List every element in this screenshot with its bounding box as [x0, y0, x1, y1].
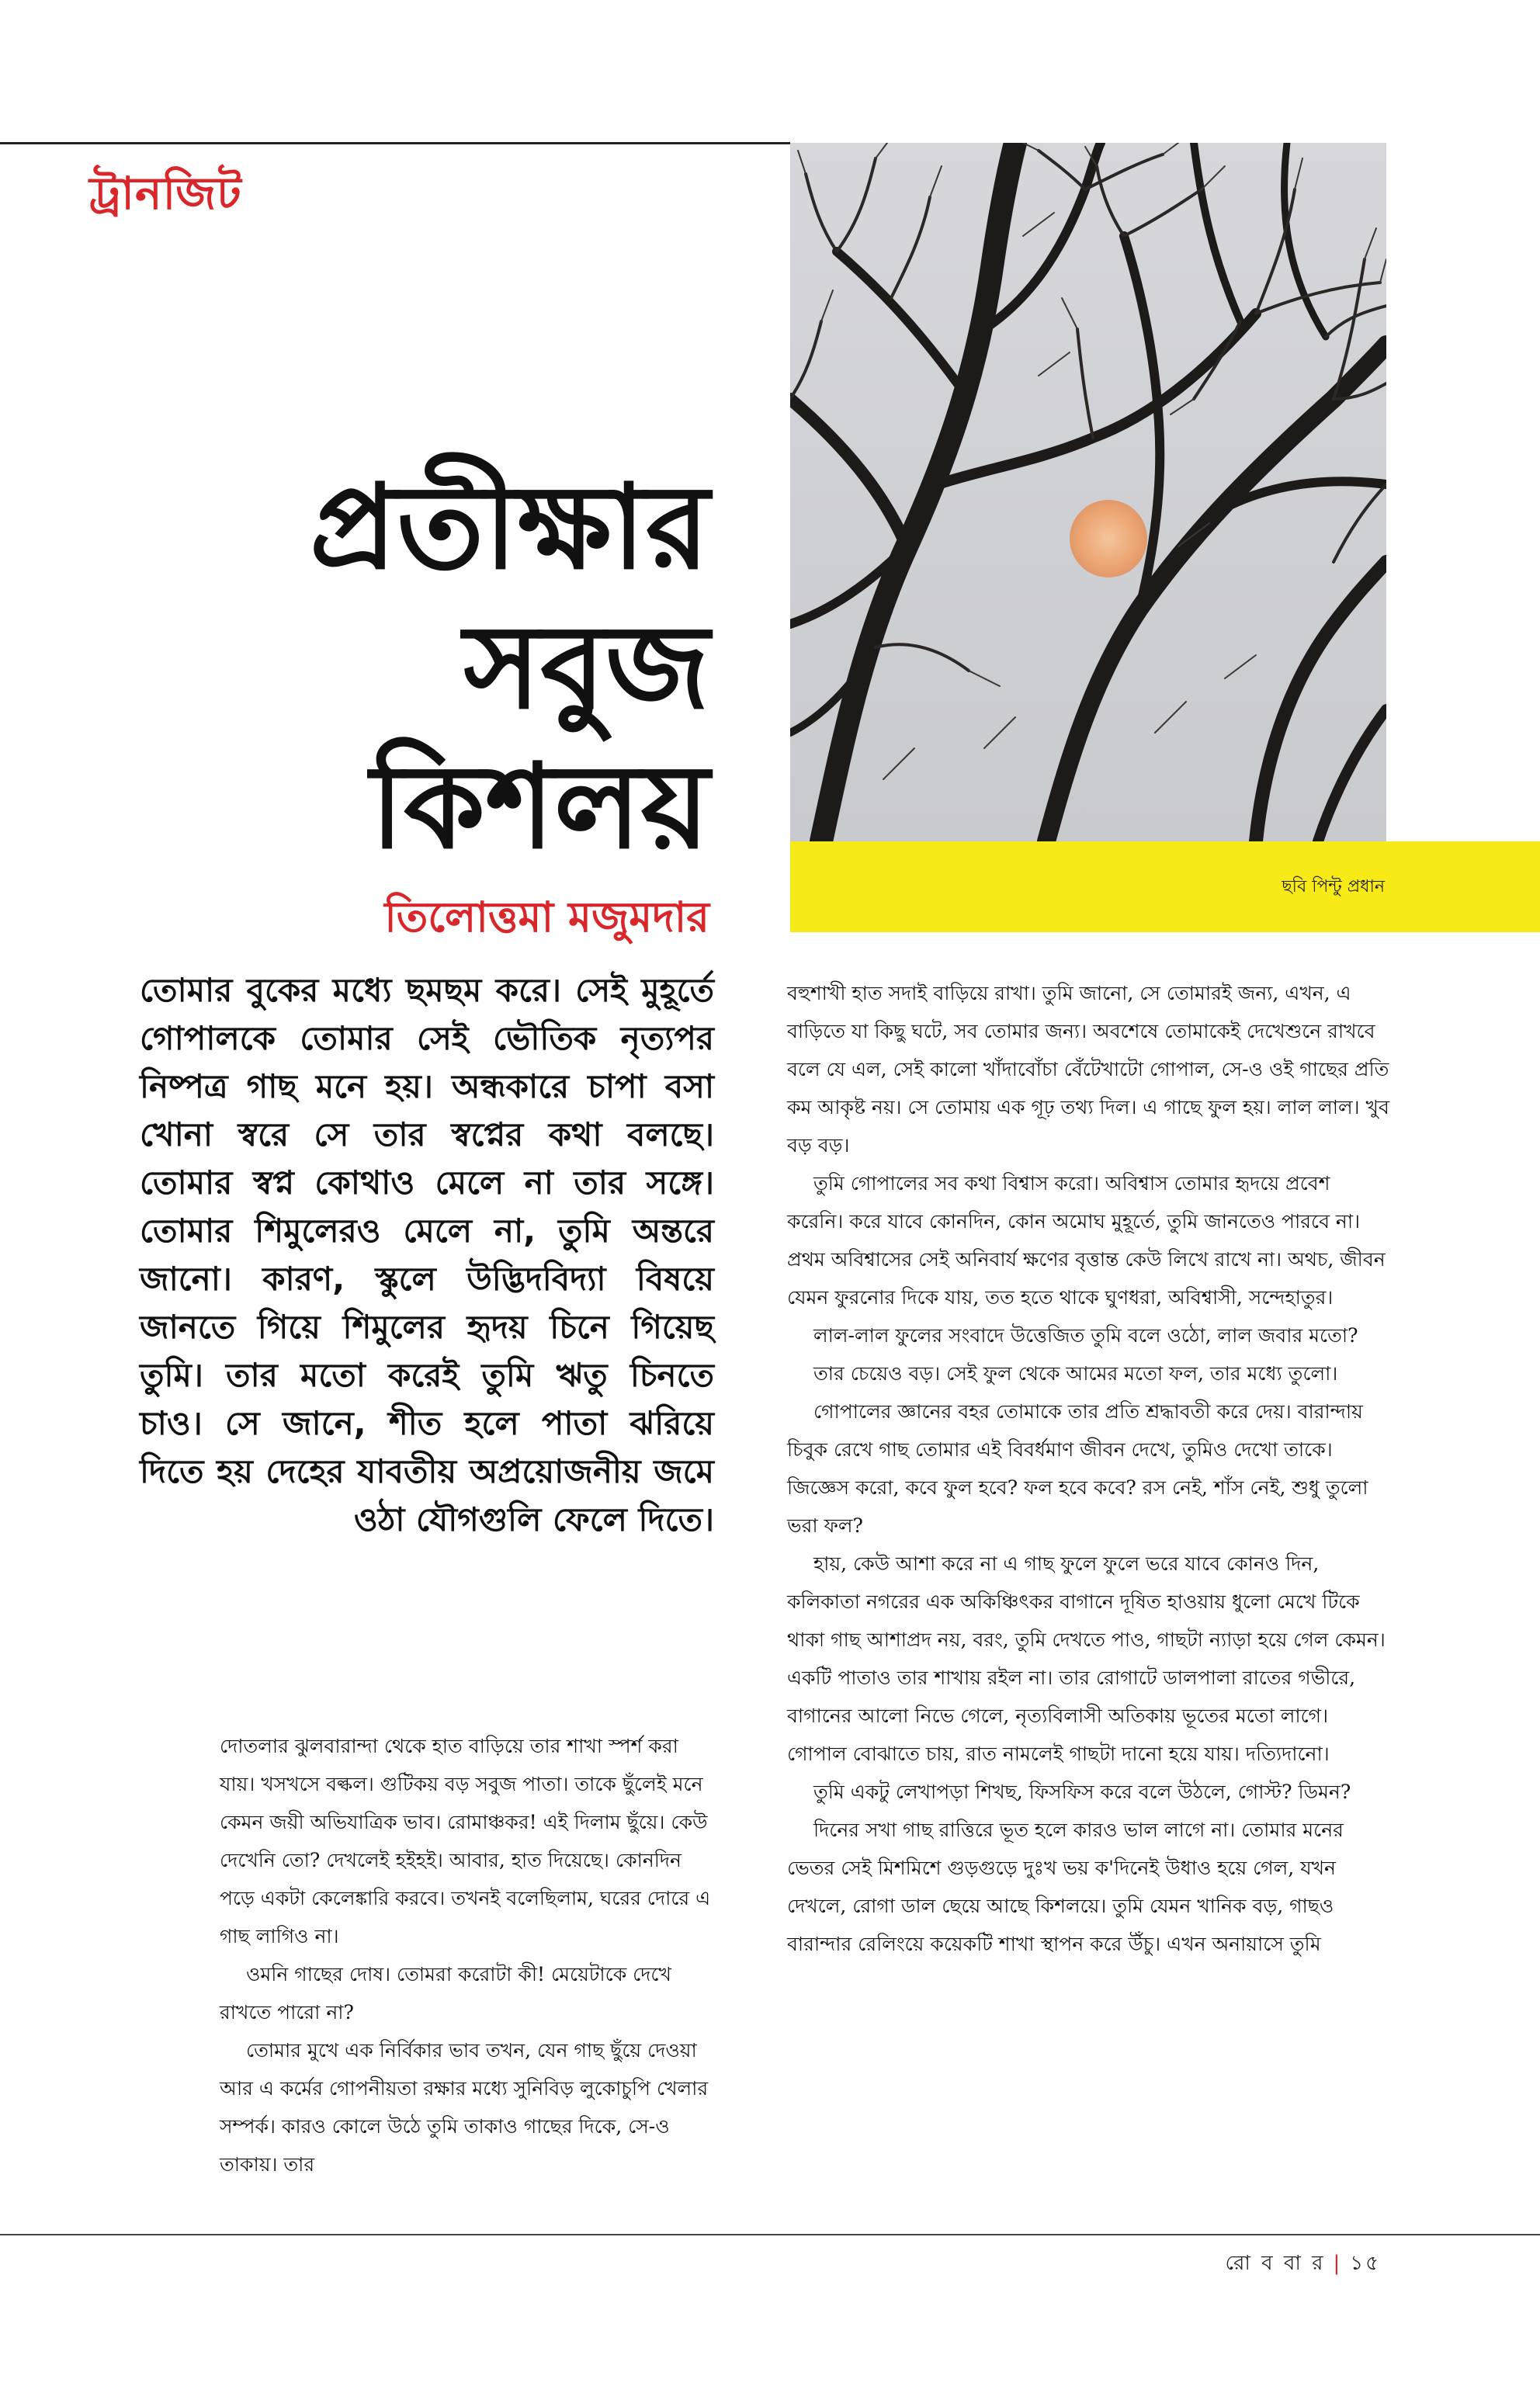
moon	[1070, 500, 1147, 577]
left-paragraph: ওমনি গাছের দোষ। তোমরা করোটা কী! মেয়েটাকে দেখে রাখতে পারো না?	[220, 1963, 671, 2024]
right-paragraph: তুমি গোপালের সব কথা বিশ্বাস করো। অবিশ্বাস তোমার হৃদয়ে প্রবেশ করেনি। করে যাবে কোনদিন, কোন অমোঘ মুহূর্তে, তুমি জানতেও পারবে না। প্রথম অবিশ্বাসের সেই অনিবার্য ক্ষণের বৃত্তান্ত কেউ লিখে রাখে না। অথচ, জীবন যেমন ফুরনোর দিকে যায়, তত হতে থাকে ঘুণধরা, অবিশ্বাসী, সন্দেহাতুর।	[787, 1172, 1386, 1309]
right-paragraph: লাল-লাল ফুলের সংবাদে উত্তেজিত তুমি বলে ওঠো, লাল জবার মতো?	[813, 1324, 1358, 1347]
right-paragraph: বহুশাখী হাত সদাই বাড়িয়ে রাখা। তুমি জানো, সে তোমারই জন্য, এখন, এ বাড়িতে যা কিছু ঘটে, সব তোমার জন্য। অবশেষে তোমাকেই দেখেশুনে রাখবে বলে যে এল, সেই কালো খাঁদাবোঁচা বেঁটেখাটো গোপাল, সে-ও ওই গাছের প্রতি কম আকৃষ্ট নয়। সে তোমায় এক গূঢ় তথ্য দিল। এ গাছে ফুল হয়। লাল লাল। খুব বড় বড়।	[787, 982, 1389, 1157]
section-label: ট্রানজিট	[89, 167, 242, 220]
left-paragraph: তোমার মুখে এক নির্বিকার ভাব তখন, যেন গাছ ছুঁয়ে দেওয়া আর এ কর্মের গোপনীয়তা রক্ষার মধ্যে সুনিবিড় লুকোচুপি খেলার সম্পর্ক। কারও কোলে উঠে তুমি তাকাও গাছের দিকে, সে-ও তাকায়। তার	[220, 2039, 709, 2176]
lede-text: তোমার বুকের মধ্যে ছমছম করে। সেই মুহূর্তে গোপালকে তোমার সেই ভৌতিক নৃত্যপর নিষ্পত্র গাছ মনে হয়। অন্ধকারে চাপা বসা খোনা স্বরে সে তার স্বপ্নের কথা বলছে। তোমার স্বপ্ন কোথাও মেলে না তার সঙ্গে। তোমার শিমুলেরও মেলে না, তুমি অন্তরে জানো। কারণ, স্কুলে উদ্ভিদবিদ্যা বিষয়ে জানতে গিয়ে শিমুলের হৃদয় চিনে গিয়েছ তুমি। তার মতো করেই তুমি ঋতু চিনতে চাও। সে জানে, শীত হলে পাতা ঝরিয়ে দিতে হয় দেহের যাবতীয় অপ্রয়োজনীয় জমে ওঠা যৌগগুলি ফেলে দিতে।	[140, 971, 714, 1538]
article-photo	[790, 143, 1386, 841]
author-byline: তিলোত্তমা মজুমদার	[384, 893, 709, 942]
photo-credit-bar	[790, 841, 1540, 932]
body-column-left	[220, 1727, 714, 2183]
right-paragraph: গোপালের জ্ঞানের বহর তোমাকে তার প্রতি শ্রদ্ধাবতী করে দেয়। বারান্দায় চিবুক রেখে গাছ তোমার এই বিবর্ধমাণ জীবন দেখে, তুমিও দেখো তাকে। জিজ্ঞেস করো, কবে ফুল হবে? ফল হবে কবে? রস নেই, শাঁস নেই, শুধু তুলো ভরা ফল?	[787, 1400, 1368, 1537]
right-paragraph: তুমি একটু লেখাপড়া শিখছ, ফিসফিস করে বলে উঠলে, গোস্ট? ডিমন?	[813, 1781, 1351, 1803]
bottom-rule	[0, 2234, 1540, 2235]
top-rule	[0, 142, 790, 144]
photo-credit: ছবি পিন্টু প্রধান	[1282, 877, 1385, 897]
lede-paragraph	[140, 966, 714, 1544]
footer-separator: |	[1333, 2252, 1343, 2275]
right-paragraph: তার চেয়েও বড়। সেই ফুল থেকে আমের মতো ফল, তার মধ্যে তুলো।	[813, 1362, 1338, 1385]
right-paragraph: হায়, কেউ আশা করে না এ গাছ ফুলে ফুলে ভরে যাবে কোনও দিন, কলিকাতা নগরের এক অকিঞ্চিৎকর বাগানে দূষিত হাওয়ায় ধুলো মেখে টিকে থাকা গাছ আশাপ্রদ নয়, বরং, তুমি দেখতে পাও, গাছটা ন্যাড়া হয়ে গেল কেমন। একটি পাতাও তার শাখায় রইল না। তার রোগাটে ডালপালা রাতের গভীরে, বাগানের আলো নিভে গেলে, নৃত্যবিলাসী অতিকায় ভূতের মতো লাগে। গোপাল বোঝাতে চায়, রাত নামলেই গাছটা দানো হয়ে যায়। দত্যিদানো।	[787, 1552, 1386, 1765]
left-paragraph: দোতলার ঝুলবারান্দা থেকে হাত বাড়িয়ে তার শাখা স্পর্শ করা যায়। খসখসে বল্কল। গুটিকয় বড় সবুজ পাতা। তাকে ছুঁলেই মনে কেমন জয়ী অভিযাত্রিক ভাব। রোমাঞ্চকর! এই দিলাম ছুঁয়ে। কেউ দেখেনি তো? দেখলেই হইহই। আবার, হাত দিয়েছে। কোনদিন পড়ে একটা কেলেঙ্কারি করবে। তখনই বলেছিলাম, ঘরের দোরে এ গাছ লাগিও না।	[220, 1735, 711, 1947]
headline-line-3: কিশলয়	[370, 740, 709, 875]
article-headline	[310, 458, 709, 877]
headline-line-2: সবুজ	[463, 600, 709, 735]
magazine-name: রো ব বা র	[1225, 2252, 1326, 2275]
headline-line-1: প্রতীক্ষার	[310, 460, 709, 595]
page-number: ১৫	[1350, 2252, 1381, 2275]
bare-tree-moon-image	[790, 143, 1386, 841]
right-paragraph: দিনের সখা গাছ রাত্তিরে ভূত হলে কারও ভাল লাগে না। তোমার মনের ভেতর সেই মিশমিশে গুড়গুড়ে দুঃখ ভয় ক'দিনেই উধাও হয়ে গেল, যখন দেখলে, রোগা ডাল ছেয়ে আছে কিশলয়ে। তুমি যেমন খানিক বড়, গাছও বারান্দার রেলিংয়ে কয়েকটি শাখা স্থাপন করে উঁচু। এখন অনায়াসে তুমি	[787, 1819, 1344, 1955]
body-column-right	[787, 974, 1389, 1963]
page-footer	[1226, 2247, 1381, 2281]
